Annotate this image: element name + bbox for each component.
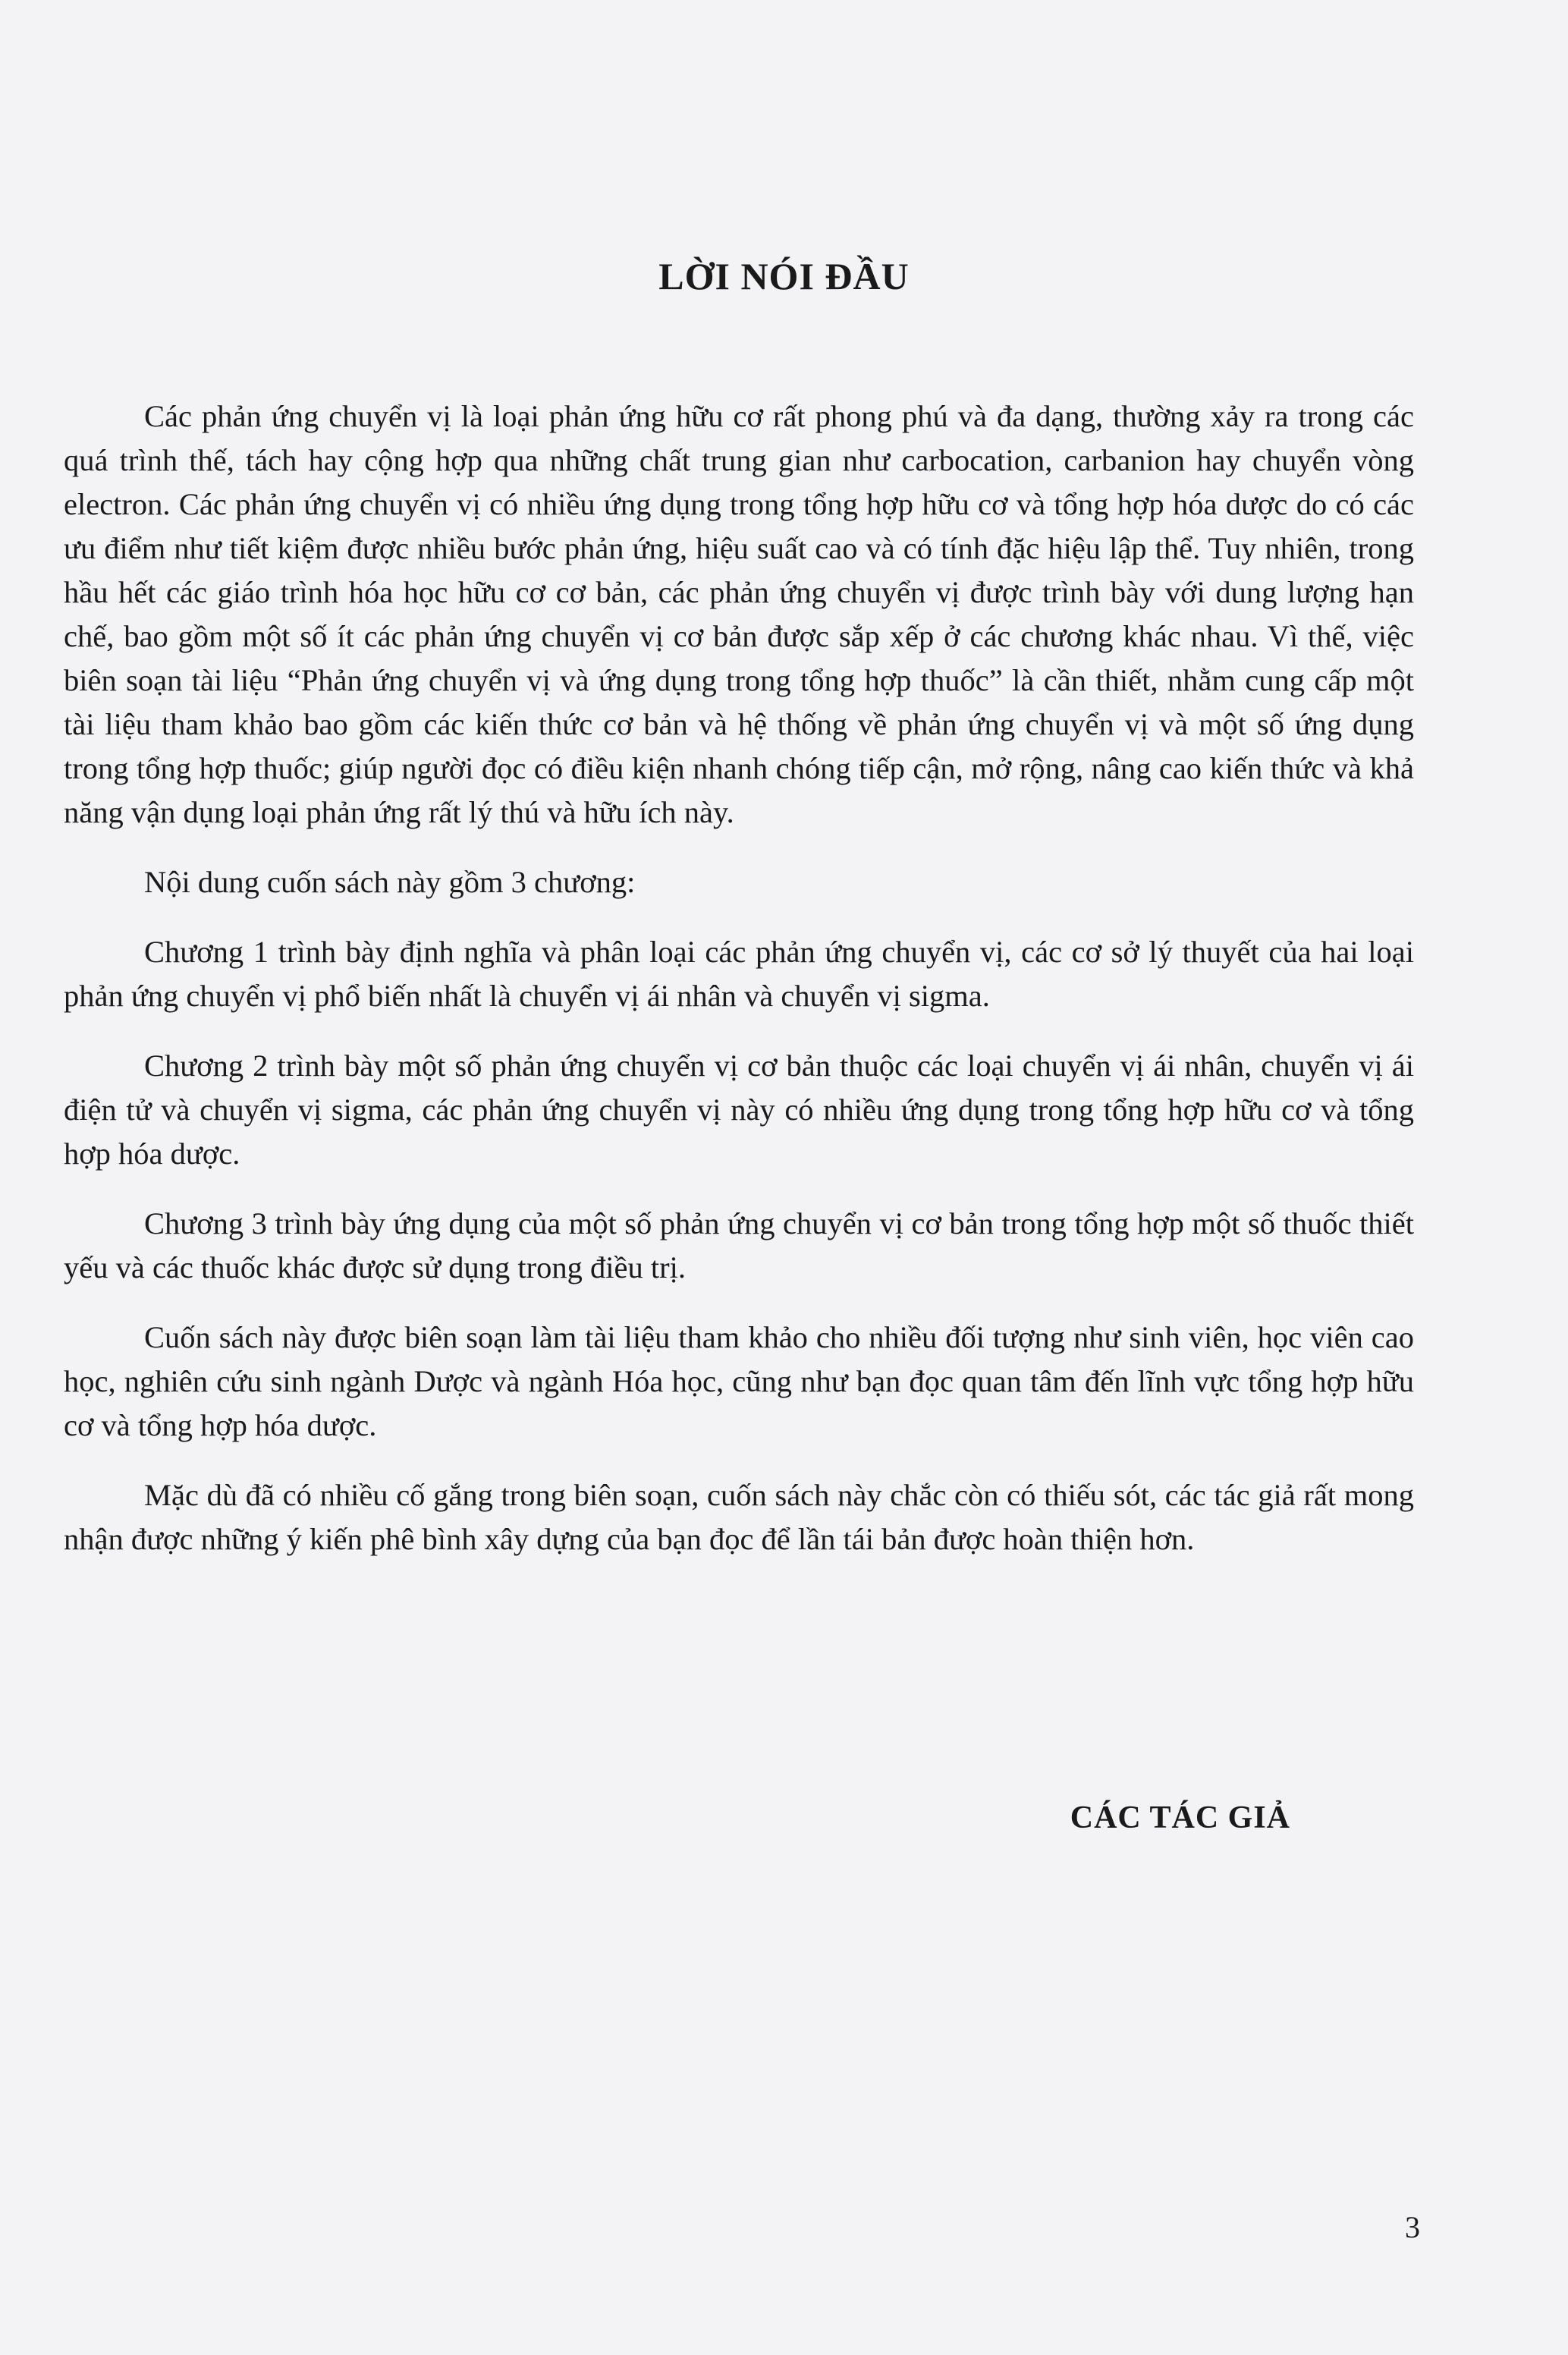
paragraph-chapter-3: Chương 3 trình bày ứng dụng của một số phản ứng chuyển vị cơ bản trong tổng hợp một số thuốc thiết yếu và các thuốc khác được sử dụng trong điều trị. — [64, 1206, 1414, 1284]
paragraph-contents-overview: Nội dung cuốn sách này gồm 3 chương: — [144, 865, 636, 899]
paragraph-closing: Mặc dù đã có nhiều cố gắng trong biên soạn, cuốn sách này chắc còn có thiếu sót, các tác giả rất mong nhận được những ý kiến phê bình xây dựng của bạn đọc để lần tái bản được hoàn thiện hơn. — [64, 1478, 1414, 1556]
paragraph-audience: Cuốn sách này được biên soạn làm tài liệu tham khảo cho nhiều đối tượng như sinh viên, học viên cao học, nghiên cứu sinh ngành Dược và ngành Hóa học, cũng như bạn đọc quan tâm đến lĩnh vực tổng hợp hữu cơ và tổng hợp hóa dược. — [64, 1320, 1414, 1442]
paragraph-chapter-2: Chương 2 trình bày một số phản ứng chuyển vị cơ bản thuộc các loại chuyển vị ái nhân, chuyển vị ái điện tử và chuyển vị sigma, các phản ứng chuyển vị này có nhiều ứng dụng trong tổng hợp hữu cơ và tổng hợp hóa dược. — [64, 1049, 1414, 1171]
body-text — [64, 395, 1414, 1587]
page-number: 3 — [1405, 2210, 1420, 2244]
paragraph-intro: Các phản ứng chuyển vị là loại phản ứng hữu cơ rất phong phú và đa dạng, thường xảy ra trong các quá trình thế, tách hay cộng hợp qua những chất trung gian như carbocation, carbanion hay chuyển vòng electron. Các phản ứng chuyển vị có nhiều ứng dụng trong tổng hợp hữu cơ và tổng hợp hóa dược do có các ưu điểm như tiết kiệm được nhiều bước phản ứng, hiệu suất cao và có tính đặc hiệu lập thể. Tuy nhiên, trong hầu hết các giáo trình hóa học hữu cơ cơ bản, các phản ứng chuyển vị được trình bày với dung lượng hạn chế, bao gồm một số ít các phản ứng chuyển vị cơ bản được sắp xếp ở các chương khác nhau. Vì thế, việc biên soạn tài liệu “Phản ứng chuyển vị và ứng dụng trong tổng hợp thuốc” là cần thiết, nhằm cung cấp một tài liệu tham khảo bao gồm các kiến thức cơ bản và hệ thống về phản ứng chuyển vị và một số ứng dụng trong tổng hợp thuốc; giúp người đọc có điều kiện nhanh chóng tiếp cận, mở rộng, nâng cao kiến thức và khả năng vận dụng loại phản ứng rất lý thú và hữu ích này. — [64, 399, 1414, 829]
paragraph-chapter-1: Chương 1 trình bày định nghĩa và phân loại các phản ứng chuyển vị, các cơ sở lý thuyết của hai loại phản ứng chuyển vị phổ biến nhất là chuyển vị ái nhân và chuyển vị sigma. — [64, 935, 1414, 1013]
page-title: LỜI NÓI ĐẦU — [658, 255, 910, 297]
authors-signature: CÁC TÁC GIẢ — [1070, 1800, 1290, 1835]
